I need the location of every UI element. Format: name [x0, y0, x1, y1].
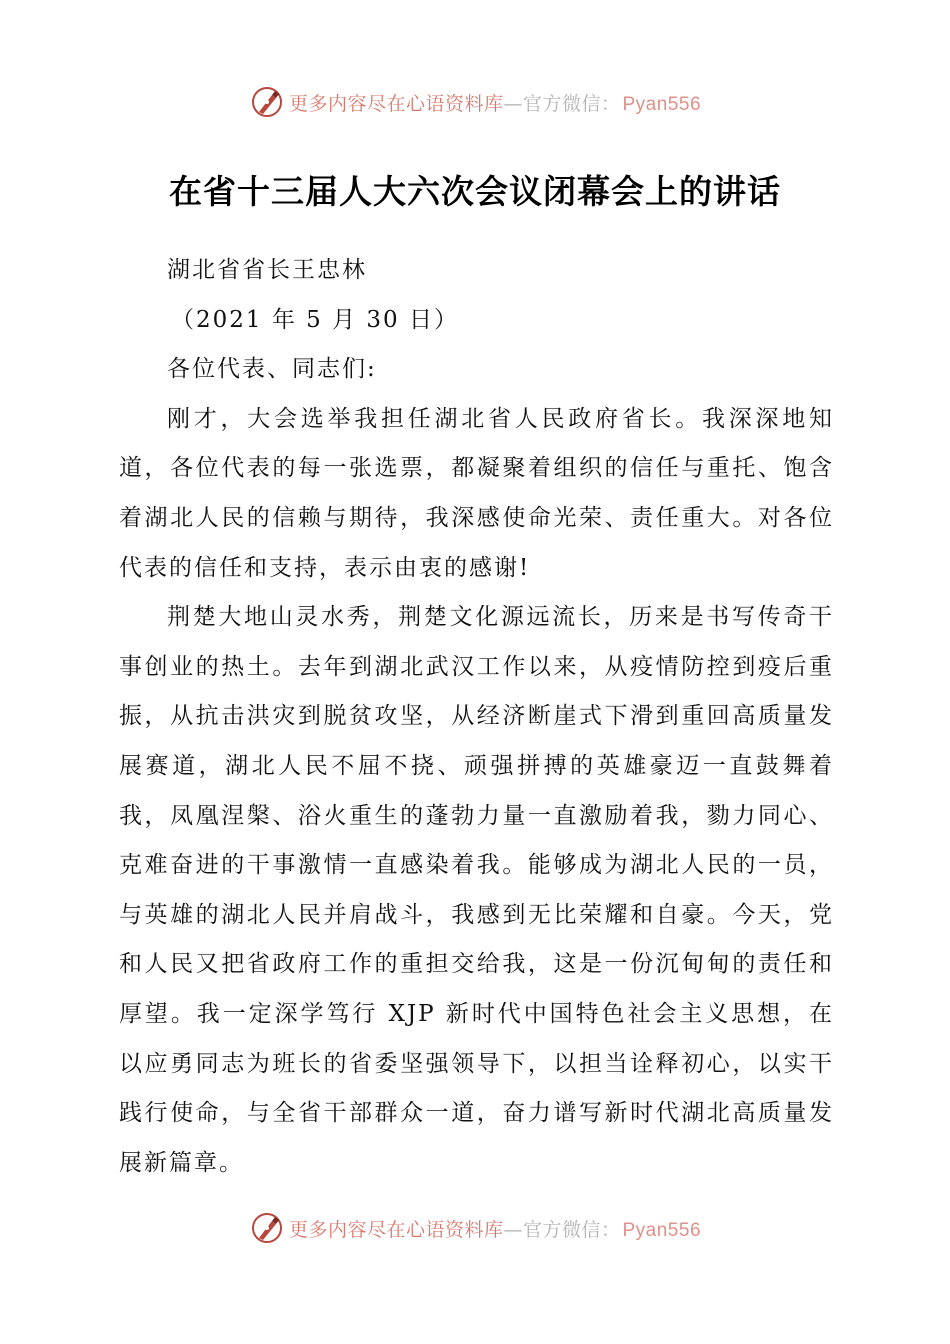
paragraph: 荆楚大地山灵水秀，荆楚文化源远流长，历来是书写传奇干事创业的热土。去年到湖北武汉工作以来，从疫情防控到疫后重振，从抗击洪灾到脱贫攻坚，从经济断崖式下滑到重回高质量发展赛道，湖北人民不屈不挠、顽强拼搏的英雄豪迈一直鼓舞着我，凤凰涅槃、浴火重生的蓬勃力量一直激励着我，勠力同心、克难奋进的干事激情一直感染着我。能够成为湖北人民的一员，与英雄的湖北人民并肩战斗，我感到无比荣耀和自豪。今天，党和人民又把省政府工作的重担交给我，这是一份沉甸甸的责任和厚望。我一定深学笃行 XJP 新时代中国特色社会主义思想，在以应勇同志为班长的省委坚强领导下，以担当诠释初心，以实干践行使命，与全省干部群众一道，奋力谱写新时代湖北高质量发展新篇章。	[119, 604, 834, 1176]
document-date: （2021 年 5 月 30 日）	[171, 306, 459, 333]
pen-nib-logo-icon	[249, 84, 285, 120]
watermark-text	[289, 1215, 701, 1242]
watermark-source: 更多内容尽在心语资料库	[288, 1218, 504, 1241]
watermark-label: 官方微信：	[522, 92, 621, 115]
paragraph: 刚才，大会选举我担任湖北省人民政府省长。我深深地知道，各位代表的每一张选票，都凝聚着组织的信任与重托、饱含着湖北人民的信赖与期待，我深感使命光荣、责任重大。对各位代表的信任和支持，表示由衷的感谢!	[119, 405, 834, 581]
watermark-wechat-id: Pyan556	[622, 93, 702, 115]
document-title: 在省十三届人大六次会议闭幕会上的讲话	[169, 172, 781, 211]
document-author: 湖北省省长王忠林	[167, 257, 367, 283]
document-salutation: 各位代表、同志们:	[167, 356, 377, 383]
watermark-dash: —	[503, 1218, 523, 1241]
document-body	[119, 246, 834, 1188]
watermark-banner-top	[0, 80, 950, 124]
watermark-source: 更多内容尽在心语资料库	[288, 92, 504, 115]
watermark-banner-bottom	[0, 1206, 950, 1250]
watermark-label: 官方微信：	[522, 1218, 621, 1241]
watermark-wechat-id: Pyan556	[622, 1219, 702, 1241]
watermark-dash: —	[503, 92, 523, 115]
watermark-text	[289, 89, 701, 116]
pen-nib-logo-icon	[249, 1210, 285, 1246]
